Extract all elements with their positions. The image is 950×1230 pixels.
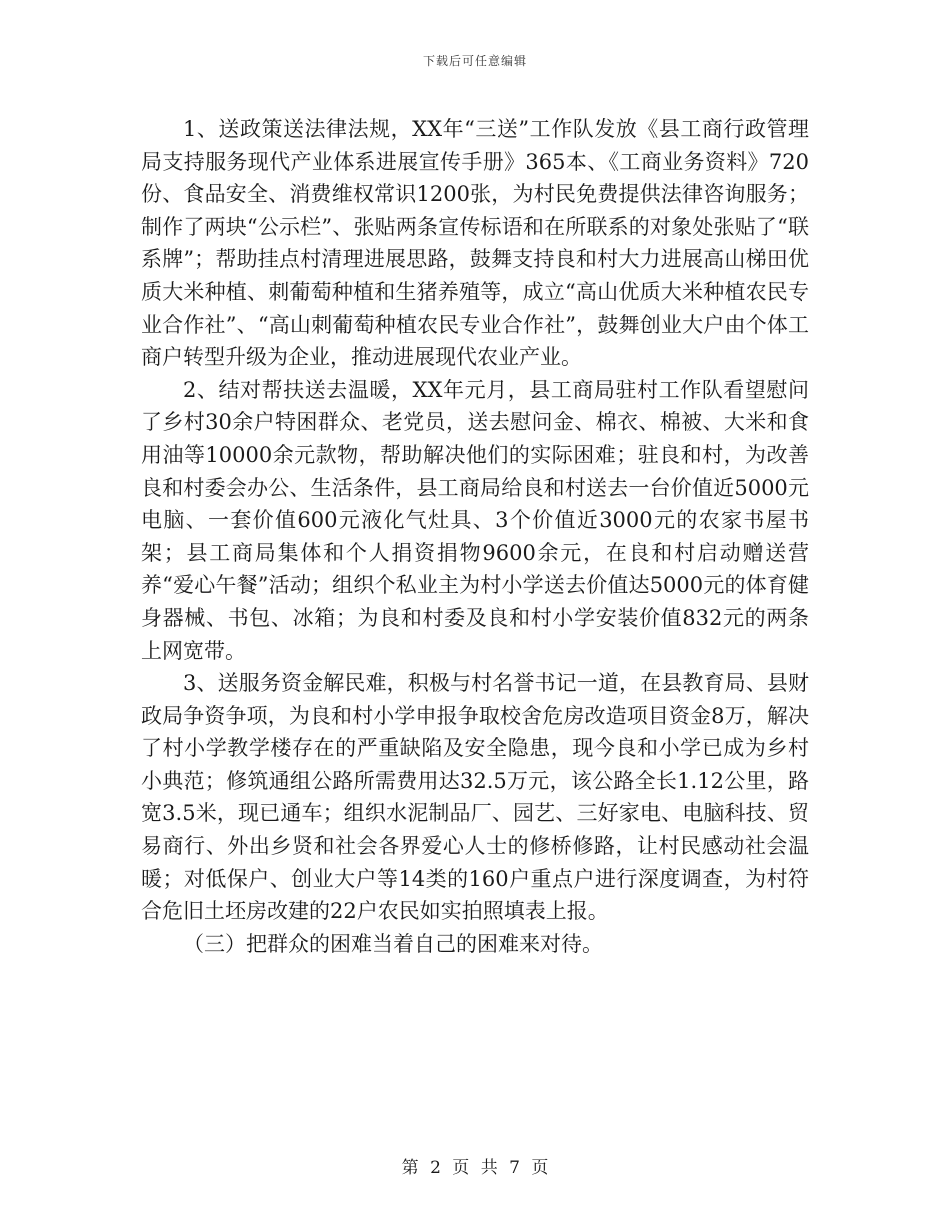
paragraph-3: 3、送服务资金解民难，积极与村名誉书记一道，在县教育局、县财政局争资争项，为良和村小学申报争取校舍危房改造项目资金8万，解决了村小学教学楼存在的严重缺陷及安全隐患，现今良和小学已成为乡村小典范；修筑通组公路所需费用达32.5万元，该公路全长1.12公里，路宽3.5米，现已通车；组织水泥制品厂、园艺、三好家电、电脑科技、贸易商行、外出乡贤和社会各界爱心人士的修桥修路，让村民感动社会温暖；对低保户、创业大户等14类的160户重点户进行深度调查，为村符合危旧土坯房改建的22户农民如实拍照填表上报。 [141,671,809,924]
paragraph-2: 2、结对帮扶送去温暖，XX年元月，县工商局驻村工作队看望慰问了乡村30余户特困群众、老党员，送去慰问金、棉衣、棉被、大米和食用油等10000余元款物，帮助解决他们的实际困难；驻良和村，为改善良和村委会办公、生活条件，县工商局给良和村送去一台价值近5000元电脑、一套价值600元液化气灶具、3个价值近3000元的农家书屋书架；县工商局集体和个人捐资捐物9600余元，在良和村启动赠送营养“爱心午餐”活动；组织个私业主为村小学送去价值达5000元的体育健身器械、书包、冰箱；为良和村委及良和村小学安装价值832元的两条上网宽带。 [141,377,809,663]
document-body [141,113,809,960]
page-number: 第 2 页 共 7 页 [401,1158,549,1178]
header-note: 下载后可任意编辑 [422,54,527,68]
section-heading: （三）把群众的困难当着自己的困难来对待。 [183,931,603,956]
paragraph-1: 1、送政策送法律法规，XX年“三送”工作队发放《县工商行政管理局支持服务现代产业体系进展宣传手册》365本、《工商业务资料》720份、食品安全、消费维权常识1200张，为村民免费提供法律咨询服务；制作了两块“公示栏”、张贴两条宣传标语和在所联系的对象处张贴了“联系牌”；帮助挂点村清理进展思路，鼓舞支持良和村大力进展高山梯田优质大米种植、刺葡萄种植和生猪养殖等，成立“高山优质大米种植农民专业合作社”、“高山刺葡萄种植农民专业合作社”，鼓舞创业大户由个体工商户转型升级为企业，推动进展现代农业产业。 [141,117,809,370]
